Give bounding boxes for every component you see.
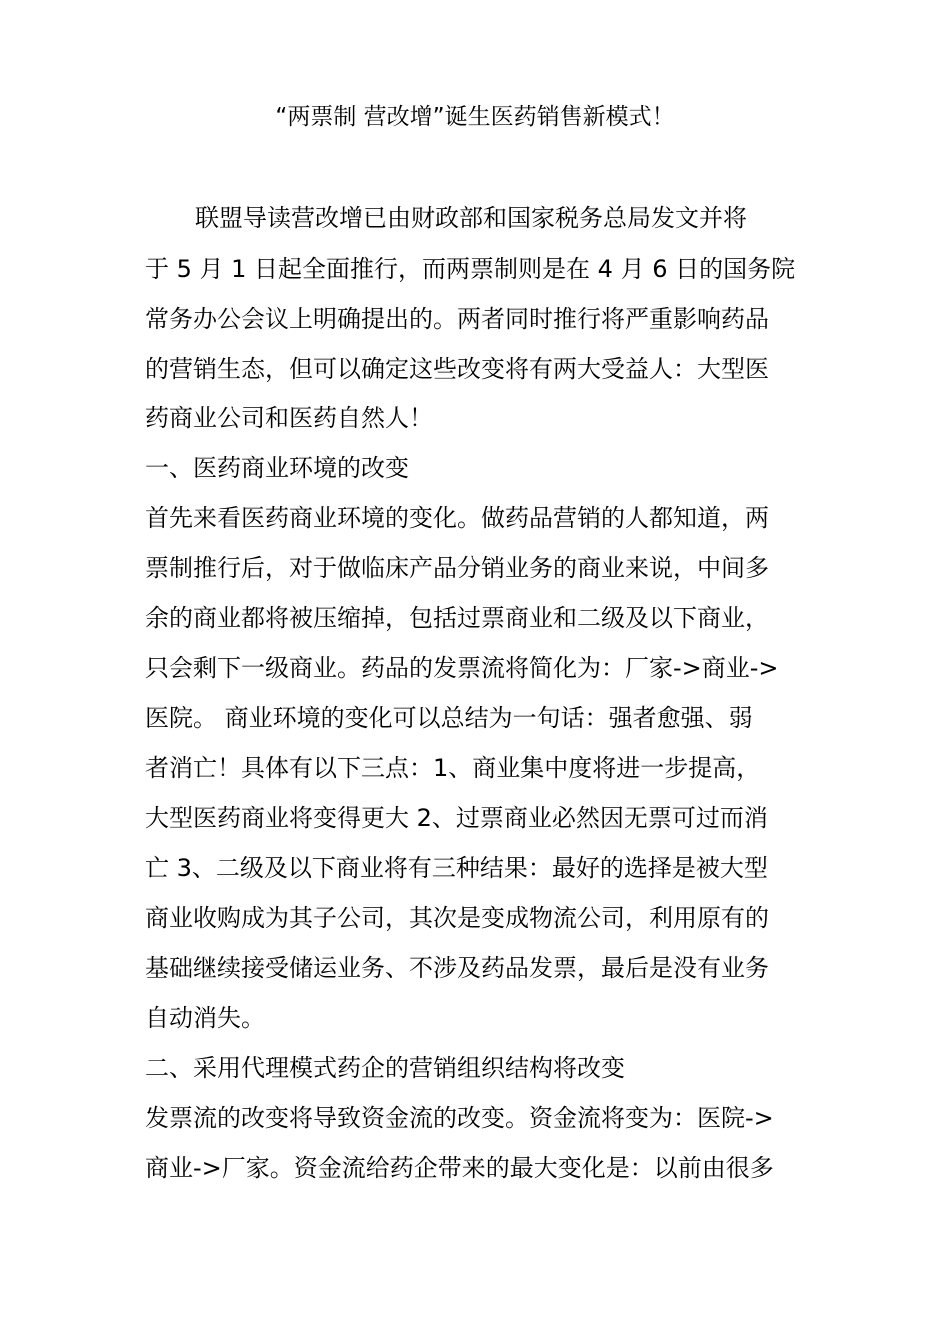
paragraph-line: 商业->厂家。资金流给药企带来的最大变化是：以前由很多 <box>145 1154 774 1182</box>
paragraph-line: 大型医药商业将变得更大 2、过票商业必然因无票可过而消 <box>145 804 768 832</box>
paragraph-line: 的营销生态，但可以确定这些改变将有两大受益人：大型医 <box>145 355 769 383</box>
document-title: “两票制 营改增”诞生医药销售新模式！ <box>275 104 675 130</box>
paragraph-line: 自动消失。 <box>145 1004 265 1032</box>
paragraph-line: 联盟导读营改增已由财政部和国家税务总局发文并将 <box>195 204 747 232</box>
paragraph-line: 常务办公会议上明确提出的。两者同时推行将严重影响药品 <box>145 305 769 333</box>
paragraph-line: 商业收购成为其子公司，其次是变成物流公司，利用原有的 <box>145 904 769 932</box>
paragraph-line: 者消亡！具体有以下三点：1、商业集中度将进一步提高， <box>145 754 761 782</box>
section-heading: 一、医药商业环境的改变 <box>145 454 409 482</box>
paragraph-line: 医院。 商业环境的变化可以总结为一句话：强者愈强、弱 <box>145 704 753 732</box>
paragraph-line: 药商业公司和医药自然人！ <box>145 404 433 432</box>
paragraph-line: 于 5 月 1 日起全面推行，而两票制则是在 4 月 6 日的国务院 <box>145 255 796 283</box>
paragraph-line: 基础继续接受储运业务、不涉及药品发票，最后是没有业务 <box>145 954 769 982</box>
paragraph-line: 票制推行后，对于做临床产品分销业务的商业来说，中间多 <box>145 554 769 582</box>
section-heading: 二、采用代理模式药企的营销组织结构将改变 <box>145 1054 625 1082</box>
paragraph-line: 首先来看医药商业环境的变化。做药品营销的人都知道，两 <box>145 504 769 532</box>
paragraph-line: 余的商业都将被压缩掉，包括过票商业和二级及以下商业， <box>145 604 769 632</box>
paragraph-line: 发票流的改变将导致资金流的改变。资金流将变为：医院-> <box>145 1104 774 1132</box>
paragraph-line: 亡 3、二级及以下商业将有三种结果：最好的选择是被大型 <box>145 854 768 882</box>
paragraph-line: 只会剩下一级商业。药品的发票流将简化为：厂家->商业-> <box>145 654 779 682</box>
